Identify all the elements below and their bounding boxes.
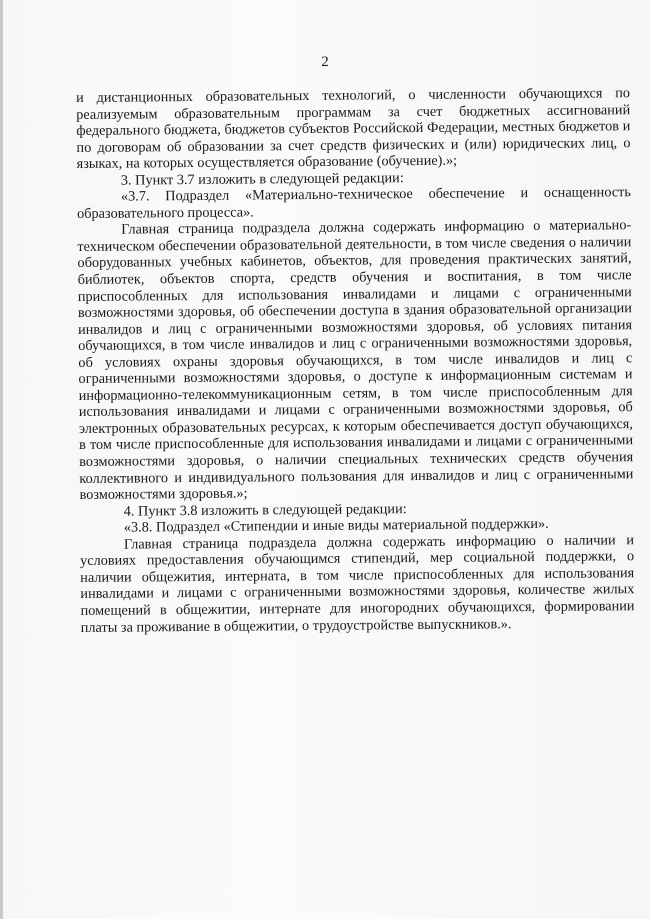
scan-edge [0,0,3,919]
page-number: 2 [321,54,329,70]
paragraph-item-3: 3. Пункт 3.7 изложить в следующей редакции: [120,169,404,189]
paragraph-item-4: 4. Пункт 3.8 изложить в следующей редакции: [123,500,407,520]
paragraph-section-3-8-title: «3.8. Подраздел «Стипендии и иные виды материальной поддержки». [123,516,549,536]
paragraph-section-3-8-body: Главная страница подраздела должна содержать информацию о наличии и условиях предоставления обучающимся стипендий, мер социальной поддержки, о наличии общежития, интерната, в том числе приспособленных для использования инвалидами и лицами с ограниченными возможностями здоровья, количестве жилых помещений в общежитии, интернате для иногородних обучающихся, формировании платы за проживание в общежитии, о трудоустройстве выпускников.». [80,531,635,636]
paragraph-section-3-7-body: Главная страница подраздела должна содержать информацию о материально-техническом обеспечении образовательной деятельности, в том числе сведения о наличии оборудованных учебных кабинетов, объектов, для проведения практических занятий, библиотек, объектов спорта, средств обучения и воспитания, в том числе приспособленных для использования инвалидами и лицами с ограниченными возможностями здоровья, об обеспечении доступа в здания образовательной организации инвалидов и лиц с ограниченными возможностями здоровья, об условиях питания обучающихся, в том числе инвалидов и лиц с ограниченными возможностями здоровья, об условиях охраны здоровья обучающихся, в том числе инвалидов и лиц с ограниченными возможностями здоровья, о доступе к информационным системам и информационно-телекоммуникационным сетям, в том числе приспособленным для использования инвалидами и лицами с ограниченными возможностями здоровья, об электронных образовательных ресурсах, к которым обеспечивается доступ обучающихся, в том числе приспособленные для использования инвалидами и лицами с ограниченными возможностями здоровья, о наличии специальных технических средств обучения коллективного и индивидуального пользования для инвалидов и лиц с ограниченными возможностями здоровья.»; [77,217,634,504]
document-body [76,85,635,636]
paragraph-continuation: и дистанционных образовательных технологий, о численности обучающихся по реализуемым образовательным программам за счет бюджетных ассигнований федерального бюджета, бюджетов субъектов Российской Федерации, местных бюджетов и по договорам об образовании за счет средств физических и (или) юридических лиц, о языках, на которых осуществляется образование (обучение).»; [76,85,631,173]
paragraph-section-3-7-title: «3.7. Подраздел «Материально-техническое обеспечение и оснащенность образовательного процесса». [77,184,631,222]
